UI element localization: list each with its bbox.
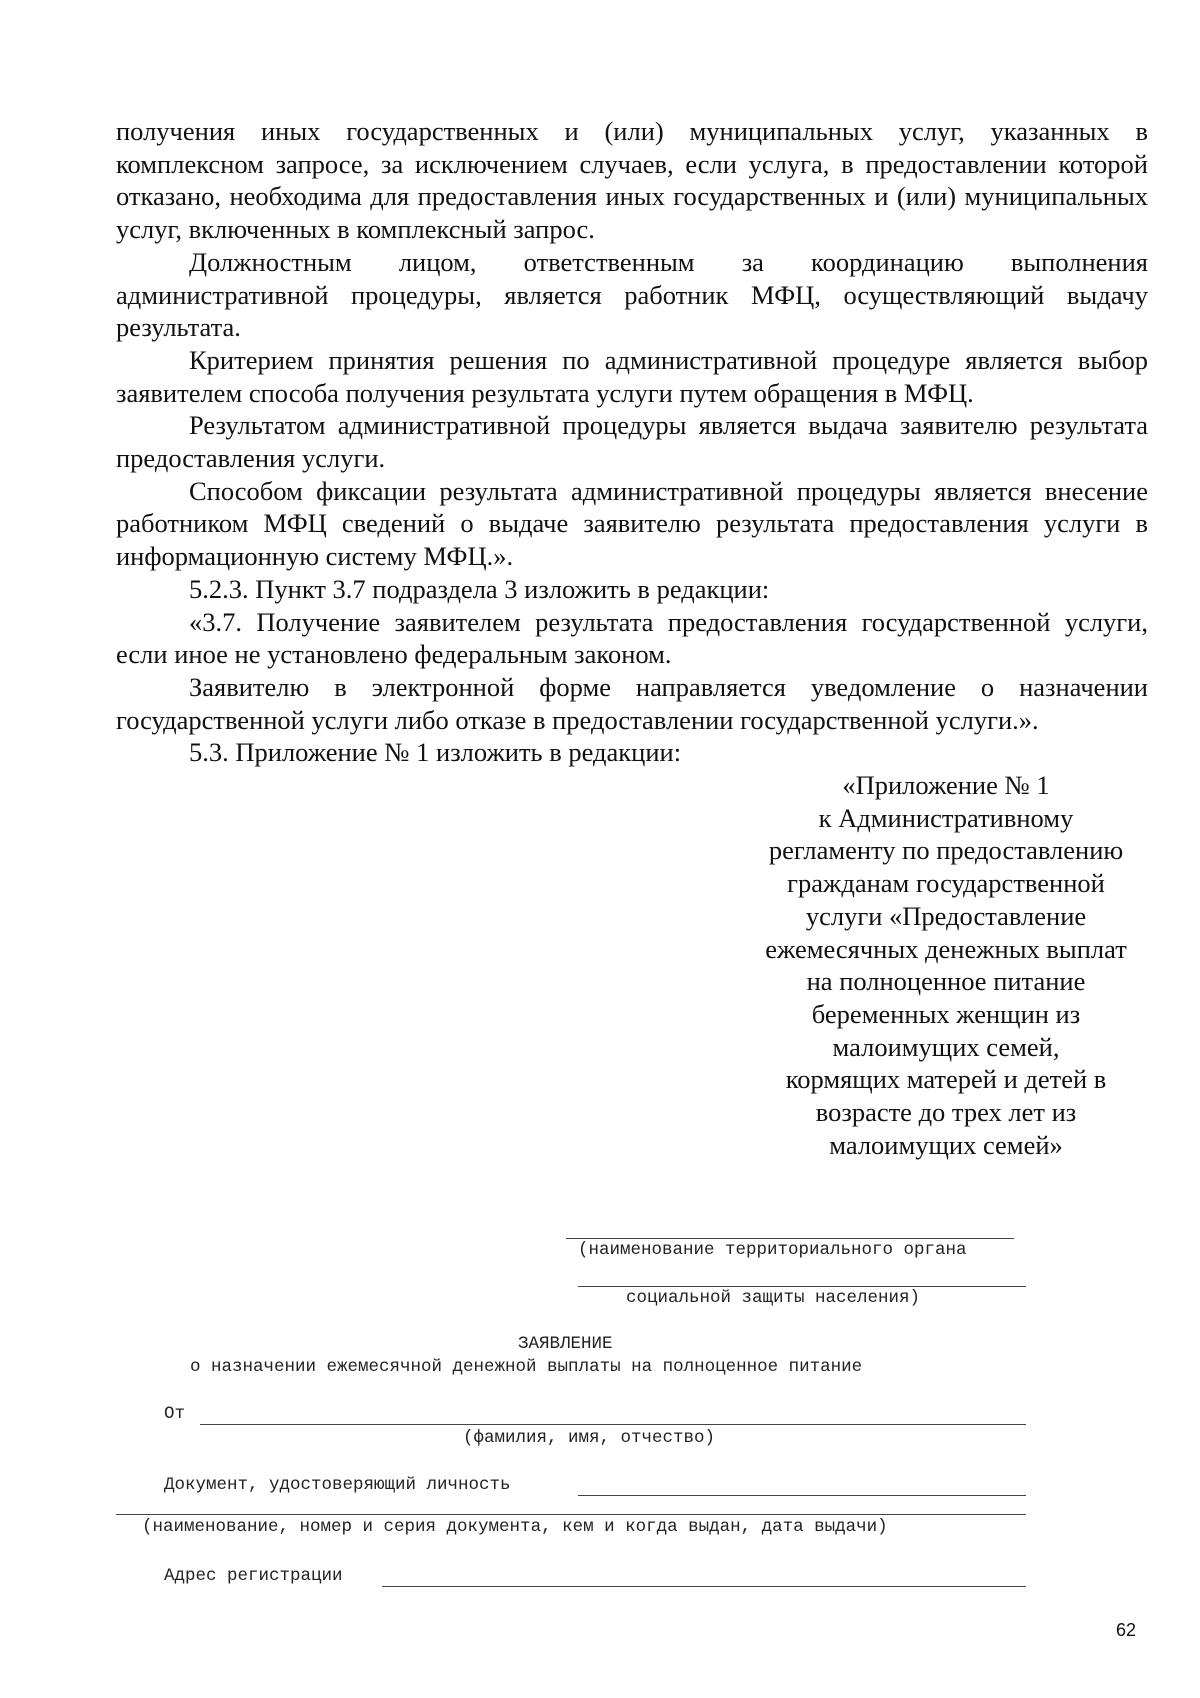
form-title: ЗАЯВЛЕНИЕ: [518, 1334, 613, 1354]
paragraph: 5.3. Приложение № 1 изложить в редакции:: [189, 737, 682, 768]
page-number: 62: [1116, 1620, 1137, 1640]
paragraph: Заявителю в электронной форме направляется уведомление о назначении государственной услуги либо отказе в предоставлении государственной услуги.».: [116, 671, 1148, 735]
appendix-line: малоимущих семей,: [832, 1031, 1060, 1062]
appendix-line: услуги «Предоставление: [805, 900, 1087, 931]
paragraph: Результатом административной процедуры является выдача заявителю результата предоставления услуги.: [116, 410, 1148, 474]
appendix-line: беременных женщин из: [811, 998, 1081, 1029]
from-line: [200, 1424, 1026, 1425]
authority-line-2: [578, 1286, 1026, 1287]
authority-caption-2: социальной защиты населения): [626, 1288, 921, 1308]
form-subtitle: о назначении ежемесячной денежной выплаты на полноценное питание: [190, 1357, 863, 1377]
from-label: От: [164, 1404, 186, 1424]
id-document-caption: (наименование, номер и серия документа, кем и когда выдан, дата выдачи): [142, 1517, 888, 1537]
paragraph: Критерием принятия решения по административной процедуре является выбор заявителем способа получения результата услуги путем обращения в МФЦ.: [116, 344, 1148, 408]
id-document-line: [578, 1495, 1026, 1496]
paragraph: «3.7. Получение заявителем результата предоставления государственной услуги, если иное не установлено федеральным законом.: [116, 606, 1148, 670]
appendix-line: ежемесячных денежных выплат: [765, 933, 1127, 964]
paragraph: Способом фиксации результата административной процедуры является внесение работником МФЦ сведений о выдаче заявителю результата предоставления услуги в информационную систему МФЦ.».: [116, 475, 1148, 572]
address-line: [382, 1586, 1026, 1587]
appendix-line: кормящих матерей и детей в: [785, 1064, 1107, 1095]
appendix-line: на полноценное питание: [806, 966, 1086, 997]
from-caption: (фамилия, имя, отчество): [463, 1428, 716, 1448]
appendix-line: возрасте до трех лет из: [815, 1097, 1077, 1128]
appendix-line: регламенту по предоставлению: [768, 835, 1124, 866]
appendix-line: гражданам государственной: [787, 868, 1105, 899]
appendix-line: «Приложение № 1: [842, 770, 1050, 800]
id-document-details-line: [116, 1514, 1026, 1515]
id-document-label: Документ, удостоверяющий личность: [164, 1475, 511, 1495]
address-label: Адрес регистрации: [164, 1566, 343, 1586]
appendix-line: к Административному: [818, 802, 1074, 833]
authority-caption-1: (наименование территориального органа: [578, 1240, 967, 1260]
paragraph: получения иных государственных и (или) муниципальных услуг, указанных в комплексном запросе, за исключением случаев, если услуга, в предоставлении которой отказано, необходима для предоставления иных государственных и (или) муниципальных услуг, включенных в комплексный запрос.: [116, 116, 1148, 245]
paragraph: Должностным лицом, ответственным за координацию выполнения административной процедуры, является работник МФЦ, осуществляющий выдачу результата.: [116, 246, 1148, 343]
paragraph: 5.2.3. Пункт 3.7 подраздела 3 изложить в редакции:: [189, 573, 770, 604]
appendix-line: малоимущих семей»: [829, 1129, 1063, 1160]
authority-line-1: [566, 1238, 1014, 1239]
